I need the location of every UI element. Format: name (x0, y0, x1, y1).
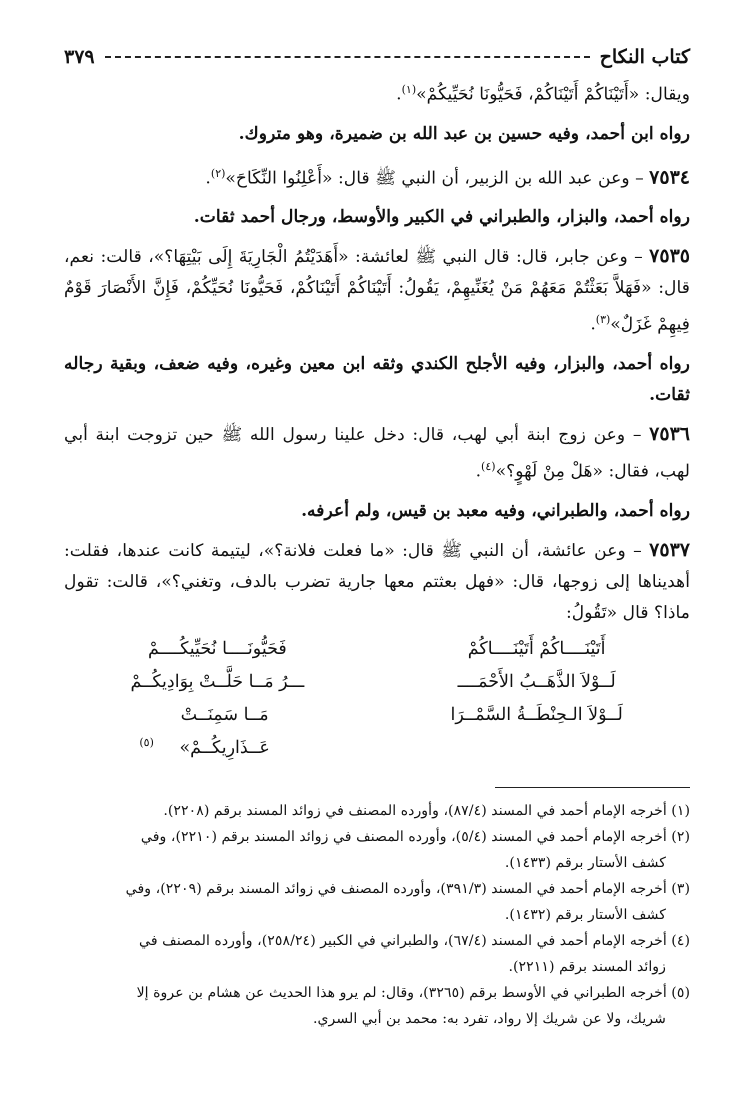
hadith-7535-text: – وعن جابر، قال: قال النبي ﷺ لعائشة: «أَهَدَيْتُمُ الْجَارِيَةَ إِلَى بَيْتِهَا؟»، قالت: نعم، قال: «فَهَلاَّ بَعَثْتُمْ مَعَهُمْ مَنْ يُغَنِّيهِمْ، يَقُولُ: أَتَيْنَاكُمْ أَتَيْنَاكُمْ، فَحَيُّونَا نُحَيِّكُمْ، فَإِنَّ الأَنْصَارَ قَوْمٌ فِيهِمْ غَزَلٌ» (64, 247, 690, 336)
poem (64, 633, 690, 765)
footnote-ref-1[interactable]: (١) (401, 83, 417, 96)
page-header (64, 40, 690, 74)
poem-last-text: مَــا سَمِنَــتْ عَــذَارِيكُــمْ» (179, 704, 270, 758)
footnotes (64, 798, 690, 1032)
footnote-1: (١) أخرجه الإمام أحمد في المسند (٨٧/٤)، وأورده المصنف في زوائد المسند برقم (٢٢٠٨). (163, 802, 690, 819)
footnote-4: (٤) أخرجه الإمام أحمد في المسند (٦٧/٤)، والطبراني في الكبير (٢٥٨/٢٤)، وأورده المصنف في (139, 932, 690, 949)
footnote-ref-3[interactable]: (٣) (595, 313, 611, 327)
hadith-number-7534: ٧٥٣٤ (649, 166, 690, 189)
footnote-3-continuation: كشف الأستار برقم (١٤٣٢). (504, 906, 666, 923)
footnote-4-continuation: زوائد المسند برقم (٢٢١١). (508, 958, 666, 975)
footnote-2: (٢) أخرجه الإمام أحمد في المسند (٥/٤)، وأورده المصنف في زوائد المسند برقم (٢٢١٠)، وفي (140, 828, 690, 845)
footnote-2-continuation: كشف الأستار برقم (١٤٣٣). (504, 854, 666, 871)
chapter-title: كتاب النكاح (599, 46, 690, 68)
footnote-5-continuation: شريك، ولا عن شريك إلا رواد، تفرد به: محمد بن أبي السري. (312, 1010, 666, 1027)
poem-hemistich-left: فَحَيُّونَــــا نُحَيِّيكُــــمْ (147, 638, 287, 659)
book-page (64, 40, 690, 1032)
narration-note-7536: رواه أحمد، والطبراني، وفيه معبد بن قيس، ولم أعرفه. (301, 500, 690, 521)
footnote-5: (٥) أخرجه الطبراني في الأوسط برقم (٣٢٦٥)، وقال: لم يرو هذا الحديث عن هشام بن عروة إلا (136, 984, 690, 1001)
hadith-7535: ٧٥٣٥ – وعن جابر، قال: قال النبي ﷺ لعائشة: «أَهَدَيْتُمُ الْجَارِيَةَ إِلَى بَيْتِهَا؟»، قالت: نعم، قال: «فَهَلاَّ بَعَثْتُمْ مَعَهُمْ مَنْ يُغَنِّيهِمْ، يَقُولُ: أَتَيْنَاكُمْ أَتَيْنَاكُمْ، فَحَيُّونَا نُحَيِّكُمْ، فَإِنَّ الأَنْصَارَ قَوْمٌ فِيهِمْ غَزَلٌ»$^{(٣)}$. (64, 245, 690, 336)
hadith-number-7536: ٧٥٣٦ (649, 423, 690, 446)
poem-hemistich-right: أَتَيْنَــــاكُمْ أَتَيْنَــــاكُمْ (467, 638, 606, 659)
header-dashes (105, 56, 590, 58)
hadith-7534-text: – وعن عبد الله بن الزبير، أن النبي ﷺ قال: «أَعْلِنُوا النِّكَاحَ» (225, 168, 650, 189)
hadith-7537 (64, 535, 690, 629)
hadith-7537-text: – وعن عائشة، أن النبي ﷺ قال: «ما فعلت فلانة؟»، ليتيمة كانت عندها، فقلت: أهديناها إلى زوجها، قال: «فهل بعثتم معها جارية تضرب بالدف، وتغني؟»، قالت: تقول ماذا؟ قال «تَقُولُ: (64, 540, 690, 623)
footnote-3: (٣) أخرجه الإمام أحمد في المسند (٣٩١/٣)، وأورده المصنف في زوائد المسند برقم (٢٢٠٩)، وفي (125, 880, 690, 897)
p1-text: ويقال: «أَتَيْنَاكُمْ أَتَيْنَاكُمْ، فَحَيُّونَا نُحَيِّيكُمْ» (416, 84, 690, 105)
poem-hemistich-left: ـــرُ مَــا حَلَّــتْ بِوَادِيكُــمْ (130, 671, 305, 692)
footnote-ref-4[interactable]: (٤) (481, 460, 496, 474)
footnote-ref-5[interactable]: (٥) (139, 736, 154, 750)
hadith-7534: ٧٥٣٤ – وعن عبد الله بن الزبير، أن النبي ﷺ قال: «أَعْلِنُوا النِّكَاحَ»$^{(٢)}$. (205, 166, 690, 189)
hadith-number-7535: ٧٥٣٥ (649, 245, 690, 268)
poem-line (64, 666, 690, 699)
hadith-number-7537: ٧٥٣٧ (649, 538, 690, 561)
hadith-7536: ٧٥٣٦ – وعن زوج ابنة أبي لهب، قال: دخل علينا رسول الله ﷺ حين تزوجت ابنة أبي لهب، فقال: «هَلْ مِنْ لَهْوٍ؟»$^{(٤)}$. (64, 423, 690, 482)
poem-line (64, 699, 690, 765)
poem-hemistich-right: لَــوْلاَ الـحِنْطَــةُ السَّمْــرَا (450, 704, 623, 725)
poem-line (64, 633, 690, 666)
footnote-separator (495, 787, 690, 788)
poem-hemistich-left (70, 699, 365, 765)
footnote-ref-2[interactable]: (٢) (210, 166, 226, 180)
hadith-7536-text: – وعن زوج ابنة أبي لهب، قال: دخل علينا رسول الله ﷺ حين تزوجت ابنة أبي لهب، فقال: «هَلْ مِنْ لَهْوٍ؟» (64, 425, 690, 482)
narration-note-p2: رواه ابن أحمد، وفيه حسين بن عبد الله بن ضميرة، وهو متروك. (238, 123, 690, 144)
narration-note-7535: رواه أحمد، والبزار، وفيه الأجلح الكندي وثقه ابن معين وغيره، وفيه ضعف، وبقية رجاله ثقات. (64, 354, 690, 406)
narration-note-7534: رواه أحمد، والبزار، والطبراني في الكبير والأوسط، ورجال أحمد ثقات. (193, 207, 690, 228)
page-number: ٣٧٩ (64, 46, 95, 68)
poem-hemistich-right: لَــوْلاَ الذَّهَــبُ الأَحْمَــــ (457, 671, 616, 692)
paragraph-p1: ويقال: «أَتَيْنَاكُمْ أَتَيْنَاكُمْ، فَحَيُّونَا نُحَيِّيكُمْ»$^{(١)}$. (396, 83, 690, 105)
